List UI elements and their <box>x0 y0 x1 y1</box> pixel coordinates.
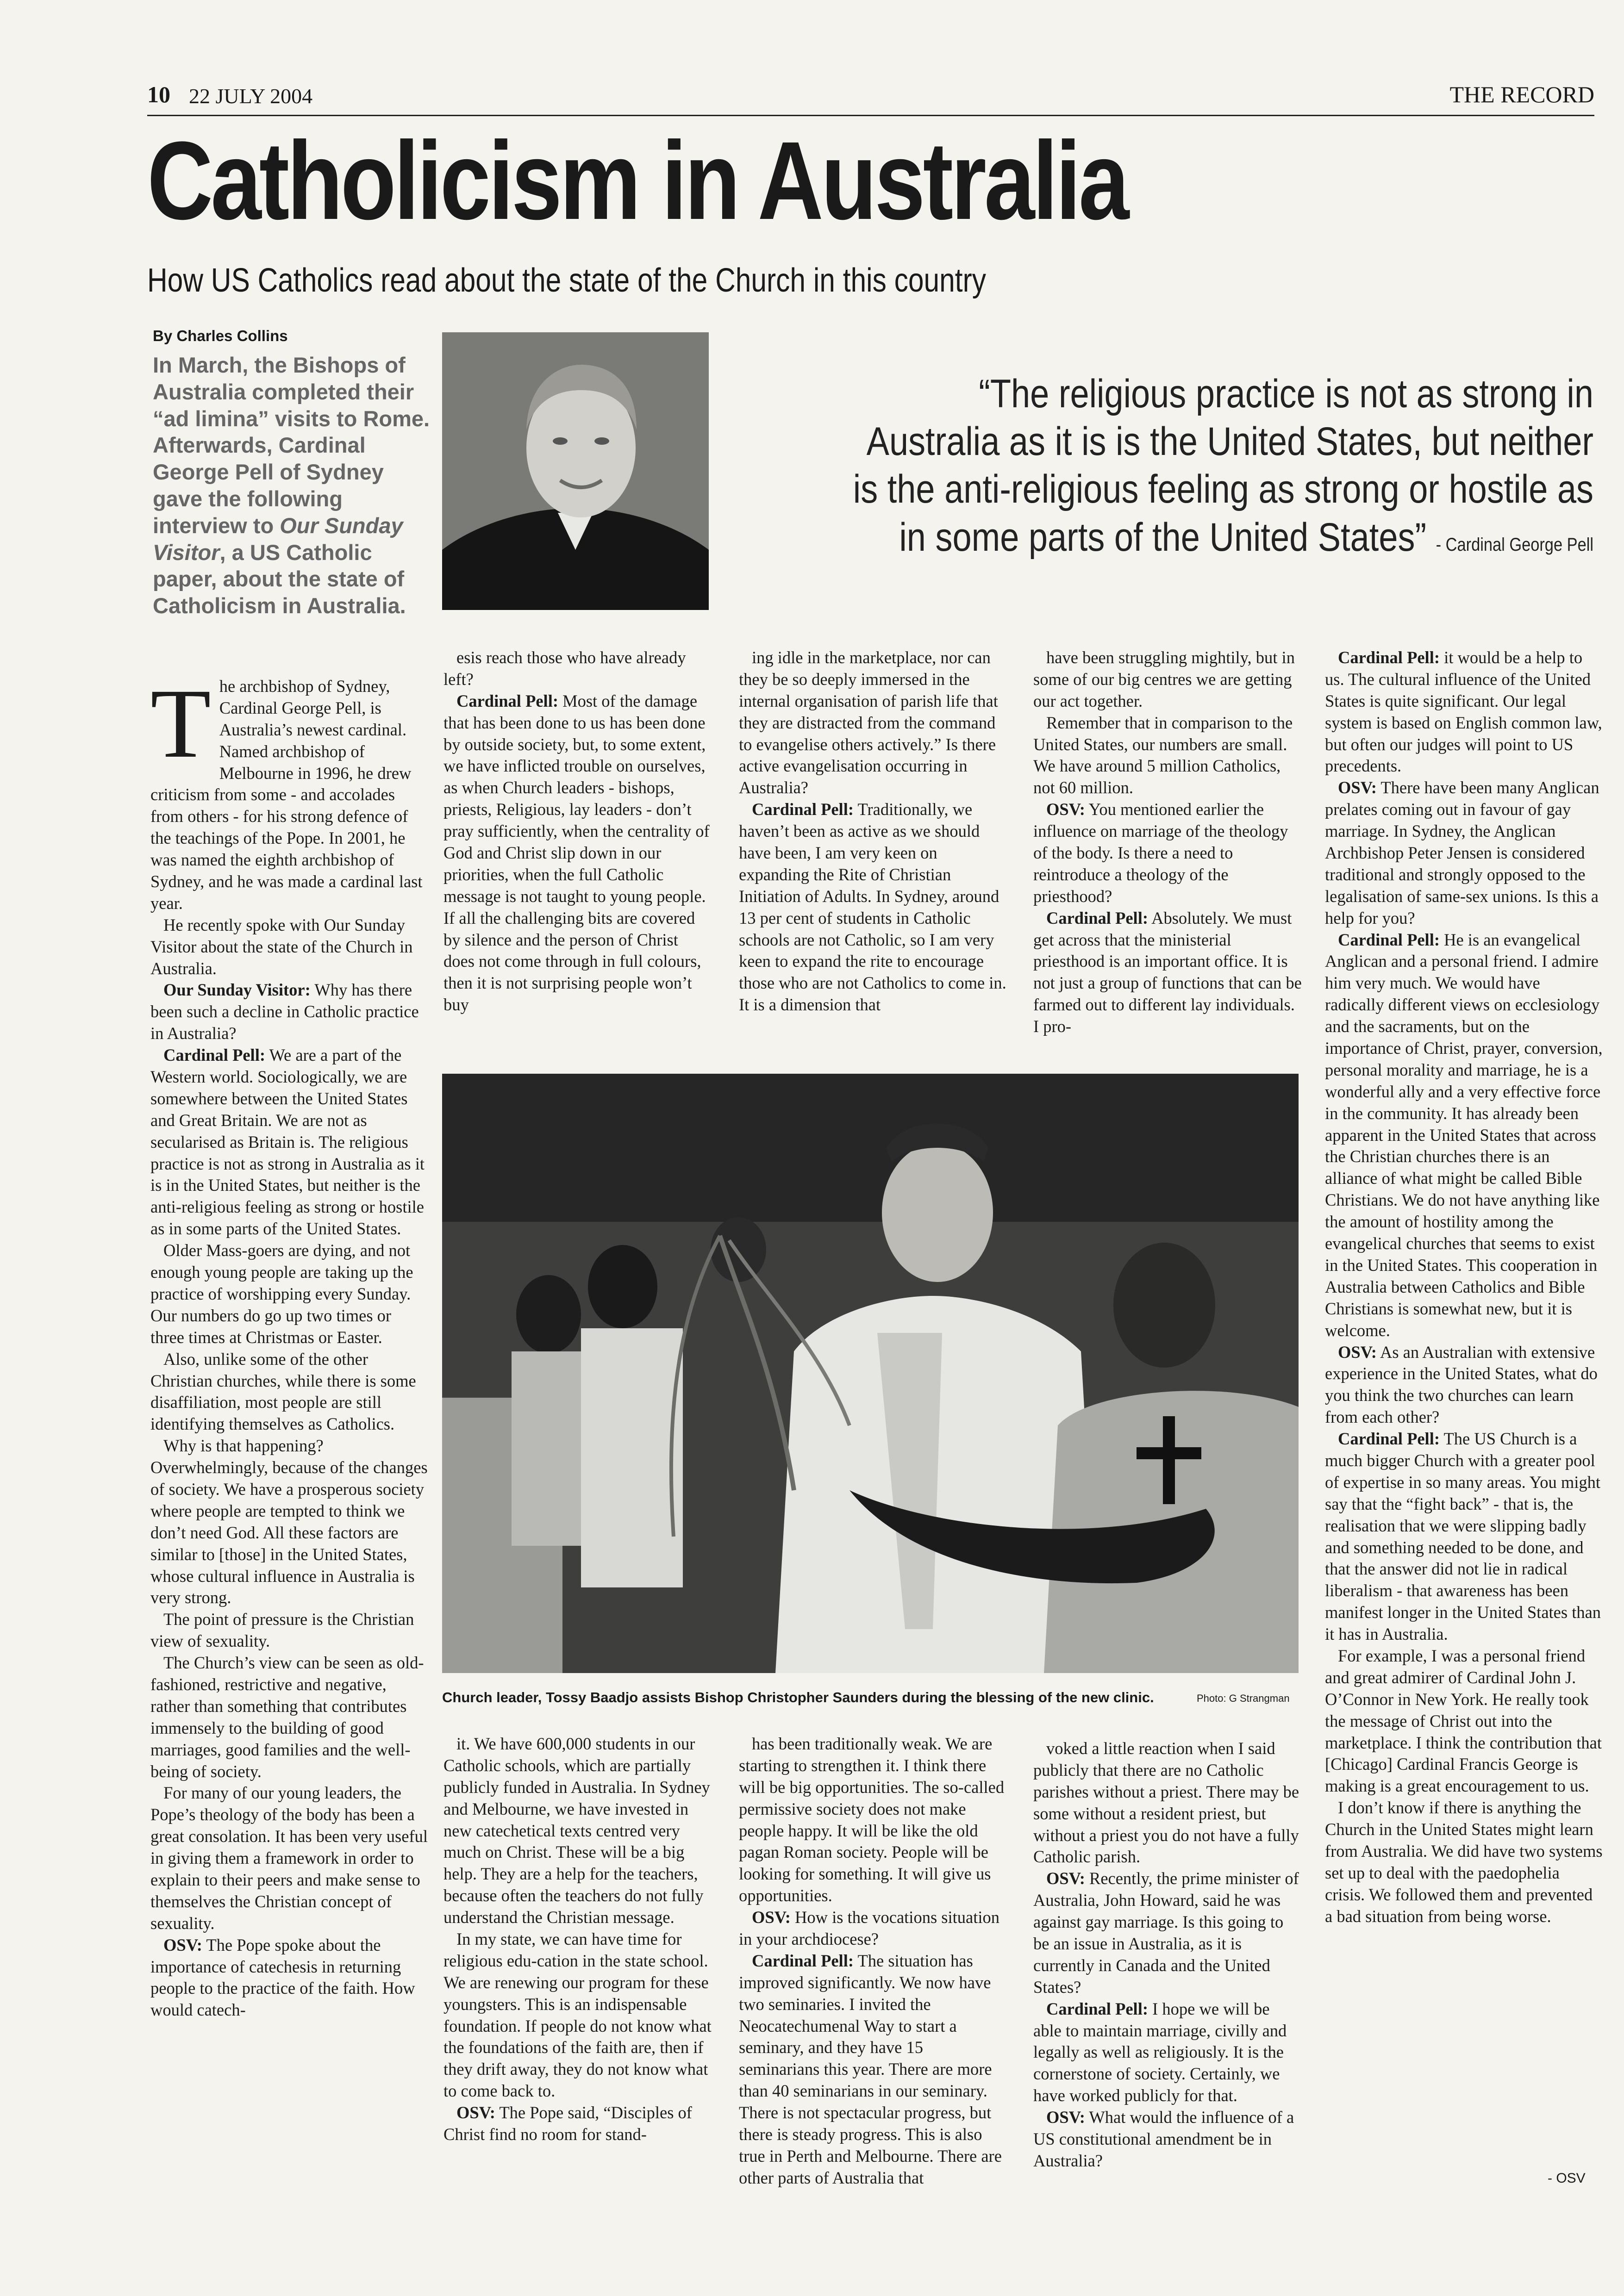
intro-paragraph: In March, the Bishops of Australia completed their “ad limina” visits to Rome. Afterwards, Cardinal George Pell of Sydney gave the following interview to Our Sunday Visitor, a US Catholic paper, about the state of Catholicism in Australia. <box>153 353 430 618</box>
article-paragraph: OSV: There have been many Anglican prelates coming out in favour of gay marriage. In Sydney, the Anglican Archbishop Peter Jensen is considered traditional and strongly opposed to the legalisation of same-sex unions. Is this a help for you? <box>1325 778 1599 927</box>
page-number: 10 <box>147 81 170 107</box>
article-paragraph: Cardinal Pell: it would be a help to us. The cultural influence of the United States is quite significant. Our legal system is based on English common law, but often our judges will point to US precedents. <box>1325 648 1602 776</box>
issue-date: 22 JULY 2004 <box>189 84 313 108</box>
folio-rule <box>147 115 1594 116</box>
article-paragraph: The Church’s view can be seen as old-fashioned, restrictive and negative, rather than something that contributes immensely to the building of good marriages, good families and the well-being of society. <box>150 1653 424 1781</box>
standfirst: How US Catholics read about the state of the Church in this country <box>147 262 986 299</box>
article-paragraph: it. We have 600,000 students in our Catholic schools, which are partially publicly funded in Australia. In Sydney and Melbourne, we have invested in new catechetical texts centred very much on Christ. These will be a big help. They are a help for the teachers, because often the teachers do not fully understand the Christian message. <box>443 1734 710 1927</box>
article-paragraph: has been traditionally weak. We are starting to strengthen it. I think there will be big opportunities. The so-called permissive society does not make people happy. It will be like the old pagan Roman society. People will be looking for something. It will give us opportunities. <box>739 1734 1005 1905</box>
article-column-1 <box>150 676 428 2191</box>
article-column-2-top <box>443 647 712 1066</box>
article-paragraph: Also, unlike some of the other Christian churches, while there is some disaffiliation, most people are still identifying themselves as Catholics. <box>150 1349 416 1434</box>
article-paragraph: OSV: The Pope said, “Disciples of Christ find no room for stand- <box>443 2103 692 2144</box>
portrait-photo <box>442 332 709 610</box>
article-column-3-top <box>739 647 1007 1066</box>
article-paragraph: Cardinal Pell: Most of the damage that has been done to us has been done by outside society, but, to some extent, we have inflicted trouble on ourselves, as when Church leaders - bishops, priests, Religious, lay leaders - don’t pray sufficiently, when the centrality of God and Christ slip down in our priorities, when the full Catholic message is not taught to young people. If all the challenging bits are covered by silence and the person of Christ does not come through in full colours, then it is not surprising people won’t buy <box>443 691 710 1014</box>
article-paragraph: Cardinal Pell: I hope we will be able to maintain marriage, civilly and legally as well as religiously. It is the cornerstone of society. Certainly, we have worked publicly for that. <box>1033 1999 1287 2105</box>
article-paragraph: OSV: The Pope spoke about the importance of catechesis in returning people to the practice of the faith. How would catech- <box>150 1935 415 2020</box>
article-column-4-top <box>1033 647 1302 1066</box>
article-paragraph: Cardinal Pell: The US Church is a much bigger Church with a greater pool of expertise in so many areas. You might say that the “fight back” - that is, the realisation that we were slipping badly and something needed to be done, and that the answer did not lie in radical liberalism - that awareness has been manifest longer in the United States than it has in Australia. <box>1325 1429 1601 1644</box>
article-paragraph: Cardinal Pell: Absolutely. We must get across that the ministerial priesthood is an important office. It is not just a group of functions that can be farmed out to different lay individuals. I pro- <box>1033 908 1302 1036</box>
article-paragraph: esis reach those who have already left? <box>443 648 686 689</box>
article-column-3-bottom <box>739 1733 1007 2196</box>
article-paragraph: Remember that in comparison to the United States, our numbers are small. We have around 5 million Catholics, not 60 million. <box>1033 713 1293 797</box>
article-paragraph: OSV: How is the vocations situation in your archdiocese? <box>739 1908 999 1949</box>
article-paragraph: Cardinal Pell: The situation has improved significantly. We now have two seminaries. I invited the Neocatechumenal Way to start a seminary, and they have 15 seminarians this year. There are more than 40 seminarians in our seminary. There is not spectacular progress, but there is steady progress. This is also true in Perth and Melbourne. There are other parts of Australia that <box>739 1951 1002 2187</box>
article-paragraph: Why is that happening? Overwhelmingly, because of the changes of society. We have a prosperous society where people are tempted to think we don’t need God. All these factors are similar to [those] in the United States, whose cultural influence in Australia is very strong. <box>150 1436 428 1607</box>
article-paragraph: The archbishop of Sydney, Cardinal George Pell, is Australia’s newest cardinal. Named archbishop of Melbourne in 1996, he drew criticism from some - and accolades from others - for his strong defence of the teachings of the Pope. In 2001, he was named the eighth archbishop of Sydney, and he was made a cardinal last year. <box>150 676 423 913</box>
headline: Catholicism in Australia <box>147 118 1127 243</box>
article-column-4-bottom <box>1033 1738 1302 2196</box>
article-paragraph: OSV: As an Australian with extensive experience in the United States, what do you think the two churches can learn from each other? <box>1325 1342 1598 1427</box>
article-paragraph: OSV: Recently, the prime minister of Australia, John Howard, said he was against gay marriage. Is this going to be an issue in Australia, as it is currently in Canada and the United States? <box>1033 1869 1299 1997</box>
article-paragraph: voked a little reaction when I said publicly that there are no Catholic parishes without a priest. There may be some without a resident priest, but without a priest you do not have a fully Catholic parish. <box>1033 1739 1299 1867</box>
photo-caption: Church leader, Tossy Baadjo assists Bishop Christopher Saunders during the blessing of the new clinic. <box>442 1689 1154 1705</box>
article-paragraph: I don’t know if there is anything the Church in the United States might learn from Australia. We did have two systems set up to deal with the paedophelia crisis. We followed them and prevented a bad situation from being worse. <box>1325 1798 1603 1926</box>
article-paragraph: have been struggling mightily, but in some of our big centres we are getting our act together. <box>1033 648 1295 710</box>
article-paragraph: Older Mass-goers are dying, and not enough young people are taking up the practice of worshipping every Sunday. Our numbers do go up two times or three times at Christmas or Easter. <box>150 1241 413 1347</box>
pull-quote <box>852 370 1593 561</box>
drop-cap: T <box>150 676 211 778</box>
article-signoff: - OSV <box>1548 2171 1586 2186</box>
pull-quote-text: “The religious practice is not as strong in Australia as it is is the United States, but neither is the anti-religious feeling as strong or hostile as in some parts of the United States” <box>853 372 1593 560</box>
article-paragraph: He recently spoke with Our Sunday Visitor about the state of the Church in Australia. <box>150 915 413 978</box>
article-paragraph: For many of our young leaders, the Pope’s theology of the body has been a great consolation. It has been very useful in giving them a framework in order to explain to their peers and make sense to themselves the Christian concept of sexuality. <box>150 1783 428 1933</box>
article-paragraph: Cardinal Pell: He is an evangelical Anglican and a personal friend. I admire him very much. We would have radically different views on ecclesiology and the sacraments, but on the importance of Christ, prayer, conversion, personal morality and marriage, he is a wonderful ally and a very effective force in the community. It has already been apparent in the United States that across the Christian churches there is an alliance of what might be called Bible Christians. We do not have anything like the amount of hostility among the evangelical churches that seems to exist in the United States. This cooperation in Australia between Catholics and Bible Christians is somewhat new, but it is welcome. <box>1325 930 1603 1340</box>
article-paragraph: Our Sunday Visitor: Why has there been such a decline in Catholic practice in Australia? <box>150 980 419 1043</box>
article-column-5 <box>1325 647 1603 2174</box>
article-paragraph: OSV: You mentioned earlier the influence on marriage of the theology of the body. Is there a need to reintroduce a theology of the priesthood? <box>1033 800 1288 906</box>
pull-quote-attribution: - Cardinal George Pell <box>1436 534 1593 555</box>
article-paragraph: Cardinal Pell: Traditionally, we haven’t been as active as we should have been, I am very keen on expanding the Rite of Christian Initiation of Adults. In Sydney, around 13 per cent of students in Catholic schools are not Catholic, so I am very keen to expand the rite to encourage those who are not Catholics to come in. It is a dimension that <box>739 800 1006 1014</box>
byline: By Charles Collins <box>153 327 288 344</box>
article-paragraph: OSV: What would the influence of a US constitutional amendment be in Australia? <box>1033 2108 1294 2170</box>
clinic-blessing-photo <box>442 1074 1299 1673</box>
article-paragraph: ing idle in the marketplace, nor can they be so deeply immersed in the internal organisation of parish life that they are distracted from the command to evangelise others actively.” Is there active evangelisation occurring in Australia? <box>739 648 998 797</box>
article-paragraph: Cardinal Pell: We are a part of the Western world. Sociologically, we are somewhere between the United States and Great Britain. We are not as secularised as Britain is. The religious practice is not as strong in Australia as it is in the United States, but neither is the anti-religious feeling as strong or hostile as in some parts of the United States. <box>150 1045 425 1238</box>
article-paragraph: The point of pressure is the Christian view of sexuality. <box>150 1610 414 1651</box>
photo-credit: Photo: G Strangman <box>1197 1692 1290 1704</box>
article-paragraph: In my state, we can have time for religious edu-cation in the state school. We are renewing our program for these youngsters. This is an indispensable foundation. If people do not know what the foundations of the faith are, then if they drift away, they do not know what to come back to. <box>443 1929 712 2101</box>
publication-name: THE RECORD <box>1449 81 1594 107</box>
article-column-2-bottom <box>443 1733 712 2196</box>
article-paragraph: For example, I was a personal friend and great admirer of Cardinal John J. O’Connor in New York. He really took the message of Christ out into the marketplace. I think the contribution that [Chicago] Cardinal Francis George is making is a great encouragement to us. <box>1325 1646 1602 1796</box>
